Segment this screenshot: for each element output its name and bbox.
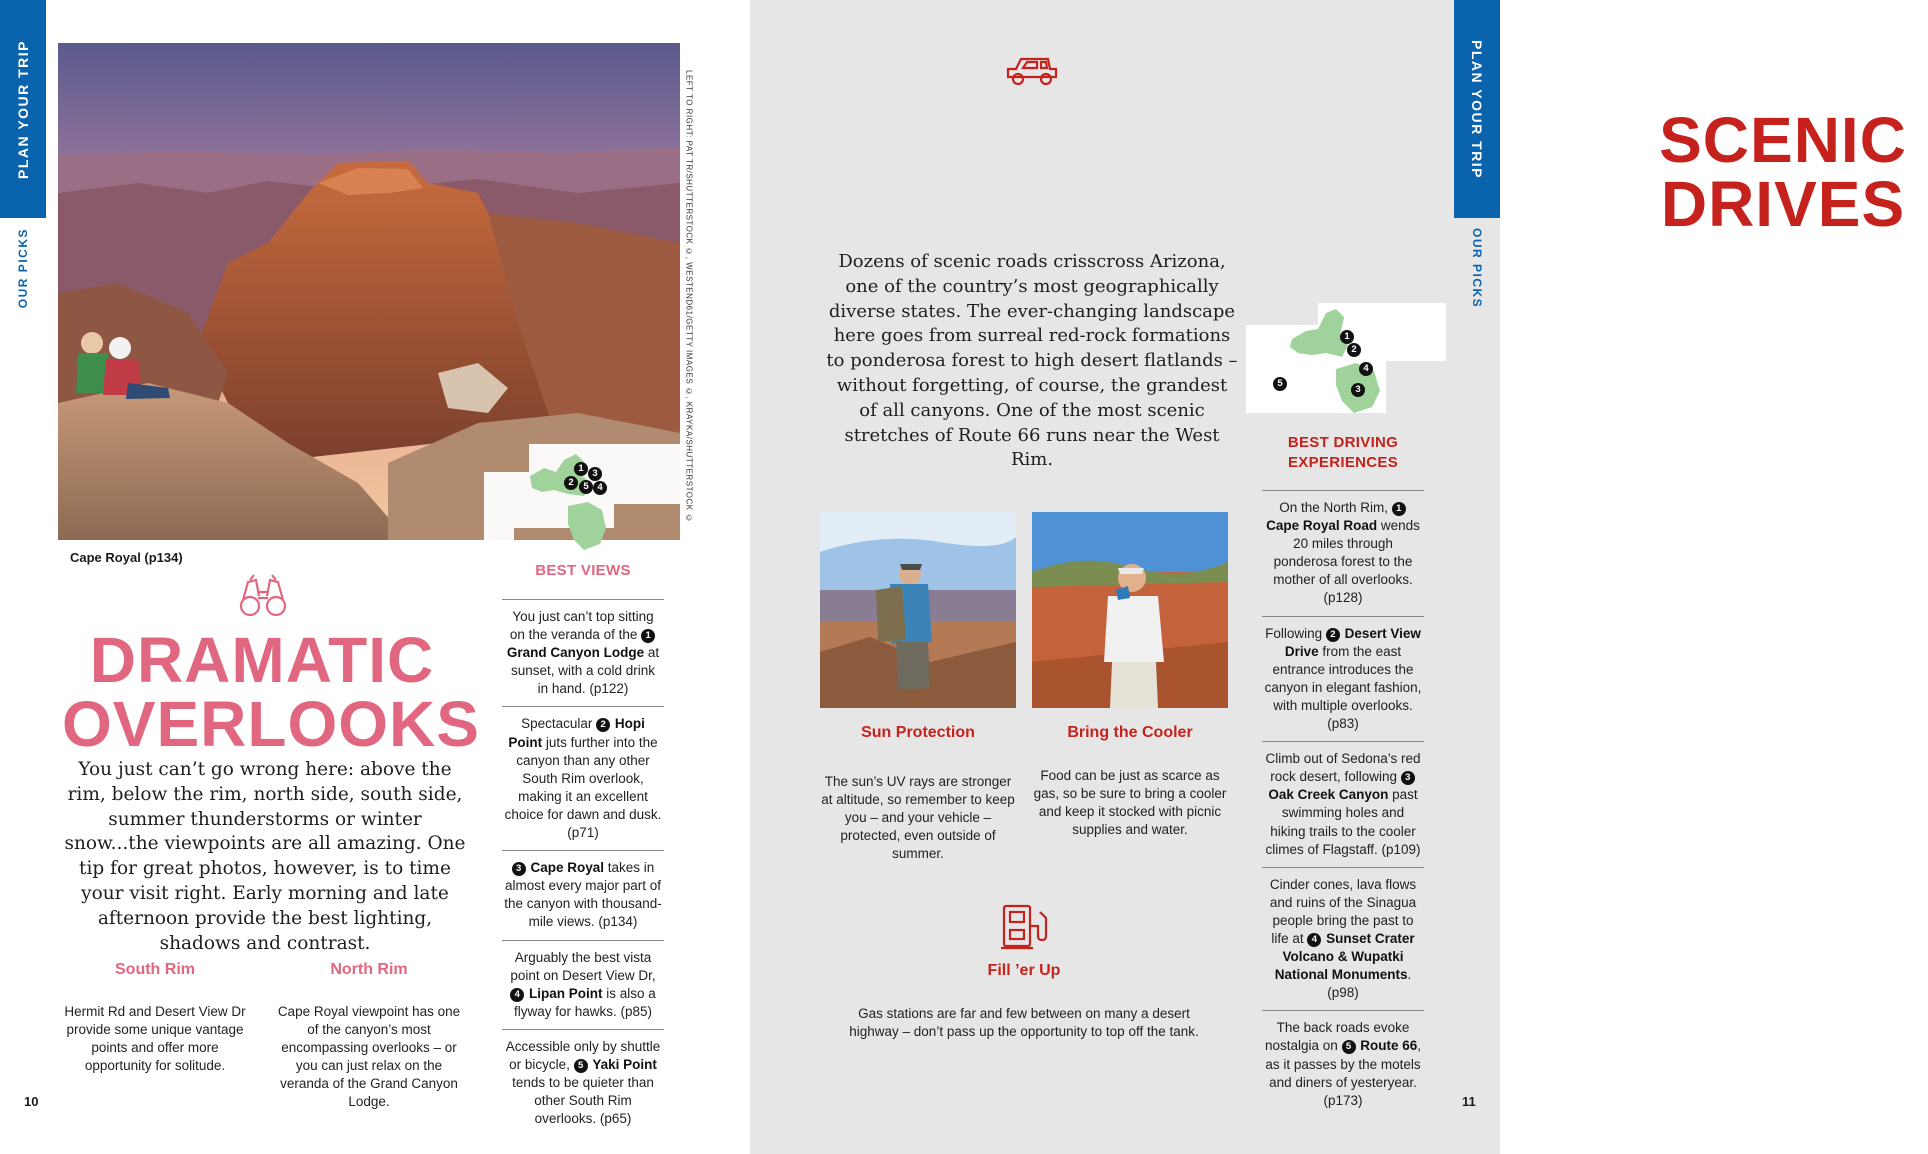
bring-cooler-heading: Bring the Cooler: [1067, 724, 1193, 741]
pick-place-name: Oak Creek Canyon: [1268, 787, 1389, 803]
right-page: [750, 0, 1907, 1154]
map-marker: 4: [1359, 362, 1373, 376]
bring-cooler-text: Food can be just as scarce as gas, so be sure to bring a cooler and keep it stocked with picnic supplies and water.: [1033, 768, 1227, 838]
sun-protection-heading: Sun Protection: [861, 724, 975, 741]
map-marker: 3: [1351, 383, 1365, 397]
pick-place-name: Cape Royal Road: [1266, 518, 1378, 534]
pick-text: The back roads evoke nostalgia on: [1264, 1020, 1410, 1054]
best-driving-list: [1262, 490, 1424, 1118]
fill-er-up-text: Gas stations are far and few between on many a desert highway – don’t pass up the opportunity to top off the tank.: [849, 1006, 1199, 1040]
photo-credit: LEFT TO RIGHT: PAT TR/SHUTTERSTOCK ©, WESTEND61/GETTY IMAGES ©, KRAYKA/SHUTTERSTOCK ©: [684, 70, 694, 523]
pick-text: past swimming holes and hiking trails to the cooler climes of Flagstaff. (p109): [1265, 787, 1421, 857]
pick-text: You just can’t top sitting on the veranda of the: [509, 609, 654, 643]
pick-item: [502, 1029, 664, 1136]
pick-place-name: Yaki Point: [592, 1056, 657, 1072]
subsection-tab-label: OUR PICKS: [1470, 227, 1484, 309]
pick-item: [502, 940, 664, 1029]
section-title-scenic-drives: SCENIC DRIVES: [1659, 104, 1907, 240]
best-views-heading: BEST VIEWS: [535, 562, 631, 579]
pick-text: wends 20 miles through ponderosa forest to the mother of all overlooks. (p128): [1273, 518, 1420, 606]
pick-text: , as it passes by the motels and diners of yesteryear. (p173): [1265, 1038, 1422, 1108]
map-marker: 5: [579, 480, 593, 494]
pick-place-name: Desert View Drive: [1284, 625, 1421, 659]
north-rim-heading: North Rim: [330, 961, 408, 978]
pick-number-badge: 1: [1392, 502, 1406, 516]
pick-text: Following: [1265, 625, 1326, 641]
map-marker: 1: [574, 462, 588, 476]
map-marker: 1: [1340, 330, 1354, 344]
cooler-drinker-photo: [1032, 512, 1228, 708]
pick-number-badge: 2: [1326, 628, 1340, 642]
map-marker: 5: [1273, 377, 1287, 391]
pick-text: at sunset, with a cold drink in hand. (p122): [510, 645, 660, 697]
pick-text: from the east entrance introduces the canyon in elegant fashion, with multiple overlooks. (p83): [1264, 643, 1422, 732]
pick-number-badge: 2: [596, 718, 610, 732]
pick-item: [502, 850, 664, 939]
hiker-photo: [820, 512, 1016, 708]
subsection-tab[interactable]: [1454, 228, 1500, 308]
pick-place-name: Hopi Point: [508, 716, 645, 750]
map-marker: 2: [564, 476, 578, 490]
pick-item: [1262, 1010, 1424, 1117]
pick-item: [1262, 490, 1424, 616]
pick-item: [1262, 867, 1424, 1011]
map-marker: 3: [588, 467, 602, 481]
section-tab-label: PLAN YOUR TRIP: [1469, 39, 1485, 179]
pick-number-badge: 5: [574, 1059, 588, 1073]
pick-number-badge: 1: [641, 629, 655, 643]
pick-item: [502, 706, 664, 850]
pick-text: On the North Rim,: [1279, 500, 1392, 515]
north-rim-locator-map: [484, 444, 682, 550]
south-rim-heading: South Rim: [115, 961, 195, 978]
pick-place-name: Sunset Crater Volcano & Wupatki National Monuments: [1274, 930, 1415, 983]
pick-number-badge: 4: [1307, 933, 1321, 947]
pick-text: Spectacular: [521, 716, 597, 732]
section-tab[interactable]: [0, 0, 46, 218]
pick-text: . (p98): [1327, 967, 1412, 1001]
page-number: 10: [24, 1094, 39, 1109]
pick-number-badge: 5: [1342, 1040, 1356, 1054]
pick-item: [502, 599, 664, 706]
intro-paragraph: You just can’t go wrong here: above the rim, below the rim, north side, south side, summer thunderstorms or winter snow...the viewpoints are all amazing. One tip for great photos, however, is to time your visit right. Early morning and late afternoon provide the best lighting, shadows and contrast.: [64, 759, 466, 954]
pick-place-name: Cape Royal: [530, 860, 604, 876]
pick-number-badge: 3: [512, 862, 526, 876]
subsection-tab[interactable]: [0, 228, 46, 308]
pick-text: is also a flyway for hawks. (p85): [513, 985, 656, 1019]
left-page: [0, 0, 750, 1154]
pick-number-badge: 3: [1401, 771, 1415, 785]
pick-item: [1262, 616, 1424, 742]
pick-place-name: Lipan Point: [528, 985, 603, 1001]
pick-number-badge: 4: [510, 988, 524, 1002]
pick-text: takes in almost every major part of the canyon with thousand-mile views. (p134): [504, 860, 662, 930]
best-driving-heading: BEST DRIVING EXPERIENCES: [1287, 434, 1399, 471]
fill-er-up-heading: Fill ’er Up: [987, 962, 1061, 979]
pick-text: Cinder cones, lava flows and ruins of the Sinagua people bring the past to life at: [1269, 876, 1417, 946]
binoculars-icon: [238, 574, 288, 618]
pick-text: Climb out of Sedona’s red rock desert, following: [1265, 751, 1421, 785]
arizona-locator-map: [1246, 303, 1446, 413]
pick-text: Arguably the best vista point on Desert View Dr,: [510, 949, 656, 983]
pick-text: Accessible only by shuttle or bicycle,: [505, 1038, 661, 1072]
intro-paragraph: Dozens of scenic roads crisscross Arizona, one of the country’s most geographically diverse states. The ever-changing landscape here goes from surreal red-rock formations to ponderosa forest to high desert flatlands – without forgetting, of course, the grandest of all canyons. One of the most scenic stretches of Route 66 runs near the West Rim.: [826, 251, 1238, 471]
map-marker: 2: [1347, 343, 1361, 357]
page-number: 11: [1462, 1094, 1476, 1109]
map-marker: 4: [593, 481, 607, 495]
subsection-tab-label: OUR PICKS: [16, 227, 30, 309]
pick-place-name: Route 66: [1360, 1038, 1418, 1054]
north-rim-text: Cape Royal viewpoint has one of the canyon’s most encompassing overlooks – or you can just relax on the veranda of the Grand Canyon Lodge.: [277, 1004, 461, 1110]
pick-item: [1262, 741, 1424, 867]
pick-text: tends to be quieter than other South Rim overlooks. (p65): [512, 1075, 654, 1127]
section-title-dramatic-overlooks: DRAMATIC OVERLOOKS: [62, 624, 480, 760]
section-tab[interactable]: [1454, 0, 1500, 218]
jeep-icon: [1004, 55, 1060, 89]
best-views-list: [502, 599, 664, 1136]
sun-protection-text: The sun’s UV rays are stronger at altitude, so remember to keep you – and your vehicle – protected, even outside of summer.: [821, 774, 1015, 862]
south-rim-text: Hermit Rd and Desert View Dr provide some unique vantage points and offer more opportunity for solitude.: [64, 1004, 246, 1074]
section-tab-label: PLAN YOUR TRIP: [15, 39, 31, 179]
pick-text: juts further into the canyon than any other South Rim overlook, making it an excellent choice for dawn and dusk. (p71): [504, 734, 662, 841]
photo-caption: Cape Royal (p134): [70, 550, 183, 565]
fuel-pump-icon: [1000, 904, 1052, 950]
pick-place-name: Grand Canyon Lodge: [506, 645, 645, 661]
